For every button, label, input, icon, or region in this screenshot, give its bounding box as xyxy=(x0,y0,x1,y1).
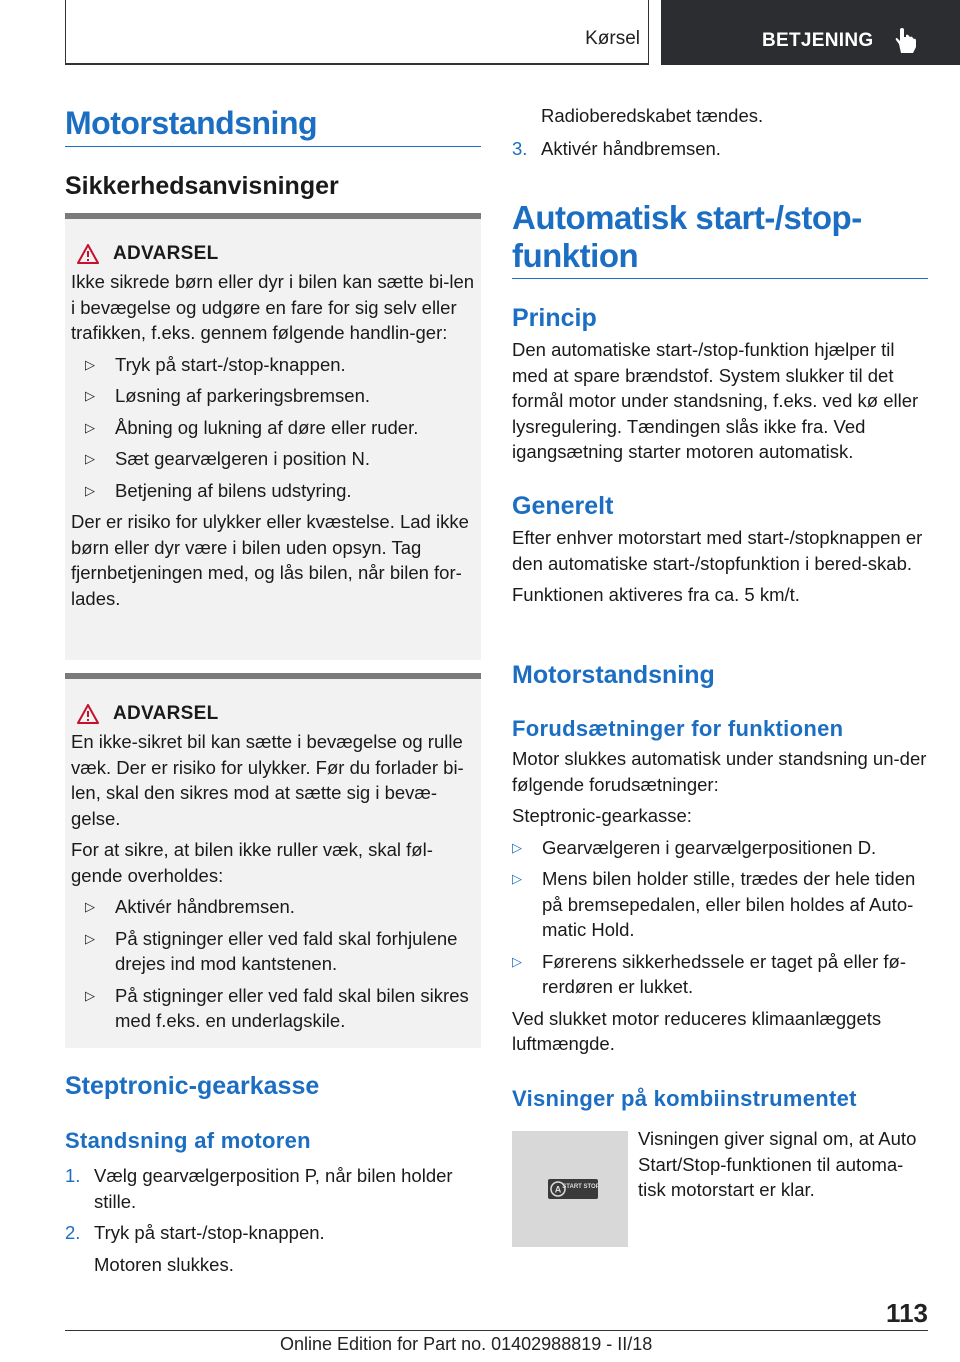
forud-text: Motor slukkes automatisk under standsning un-der følgende forudsætninger: xyxy=(512,748,927,795)
list-item: ▷ Tryk på start-/stop-knappen. xyxy=(85,352,475,378)
princip-text: Den automatiske start-/stop-funktion hjælper til med at spare brændstof. System slukker til det formål motor under standsning, f.eks. ved kø eller lysregulering. Tændingen slås ikke fra. Ved igangsætning starter motoren automatisk. xyxy=(512,339,919,462)
triangle-bullet-icon: ▷ xyxy=(85,899,95,914)
triangle-bullet-icon: ▷ xyxy=(85,451,95,466)
warning-intro: Ikke sikrede børn eller dyr i bilen kan sætte bi-len i bevægelse og udgøre en fare for sig selv eller trafikken, f.eks. gennem følgende handlin-ger: xyxy=(71,271,475,343)
triangle-bullet-icon: ▷ xyxy=(85,482,95,498)
header-divider-left xyxy=(65,0,66,64)
list-item: ▷ På stigninger eller ved fald skal bilen sikres med f.eks. en underlagskile. xyxy=(85,984,469,1031)
page-title: Motorstandsning xyxy=(65,105,318,141)
steps-list xyxy=(65,1163,481,1246)
warning-label: ADVARSEL xyxy=(113,703,219,724)
triangle-bullet-icon: ▷ xyxy=(85,388,95,403)
title-rule xyxy=(512,278,928,279)
section-title-auto-start-stop: Automatisk start-/stop-funktion xyxy=(512,199,862,274)
tab-korsel[interactable]: Kørsel xyxy=(585,28,640,49)
warning-box-1 xyxy=(65,213,481,660)
list-item: ▷ Sæt gearvælgeren i position N. xyxy=(85,446,475,472)
heading-princip: Princip xyxy=(512,304,597,332)
triangle-bullet-icon: ▷ xyxy=(85,356,95,372)
footer-edition: Online Edition for Part no. 01402988819 - II/18 xyxy=(280,1334,653,1354)
badge-text-start: START STOP xyxy=(562,1184,598,1190)
step-item: 1. Vælg gearvælgerposition P, når bilen holder stille. xyxy=(65,1165,453,1212)
warning-intro: En ikke-sikret bil kan sætte i bevægelse og rulle væk. Der er risiko for ulykker. Før du forlader bi-len, skal den sikres mod at sætte sig i bevæ-gelse. xyxy=(71,731,464,829)
section-heading-steptronic: Steptronic-gearkasse xyxy=(65,1072,320,1100)
list-item: ▷ Mens bilen holder stille, trædes der hele tiden på bremsepedalen, eller bilen holdes af Auto-matic Hold. xyxy=(512,868,916,940)
klima-text: Ved slukket motor reduceres klimaanlæggets luftmængde. xyxy=(512,1007,882,1054)
triangle-bullet-icon: ▷ xyxy=(512,953,522,969)
warning-triangle-icon xyxy=(77,244,99,264)
title-rule xyxy=(65,146,481,147)
triangle-bullet-icon: ▷ xyxy=(85,419,95,435)
list-item: ▷ Førerens sikkerhedssele er taget på eller fø-rerdøren er lukket. xyxy=(512,950,906,997)
svg-text:A: A xyxy=(554,1184,562,1195)
header-divider-right xyxy=(648,0,649,64)
tab-betjening[interactable] xyxy=(661,0,960,65)
warning-outro: Der er risiko for ulykker eller kvæstelse. Lad ikke børn eller dyr være i bilen uden opsyn. Tag fjernbetjeningen med, og lås bilen, når bilen for-lades. xyxy=(71,511,469,609)
steptronic-label: Steptronic-gearkasse: xyxy=(512,805,692,826)
step-note-continued: Radioberedskabet tændes. xyxy=(541,105,764,126)
warning-bar xyxy=(65,673,481,679)
list-item: ▷ Betjening af bilens udstyring. xyxy=(85,478,475,504)
page-number: 113 xyxy=(886,1298,928,1328)
step-item: 3. Aktivér håndbremsen. xyxy=(512,137,721,159)
subheading-stop-engine: Standsning af motoren xyxy=(65,1128,311,1153)
triangle-bullet-icon: ▷ xyxy=(85,987,95,1003)
list-item: ▷ Gearvælgeren i gearvælgerpositionen D. xyxy=(512,835,928,861)
heading-generelt: Generelt xyxy=(512,492,614,520)
visning-text: Visningen giver signal om, at Auto Start/Stop-funktionen til automa-tisk motorstart er klar. xyxy=(638,1128,917,1200)
triangle-bullet-icon: ▷ xyxy=(512,839,522,855)
list-item: ▷ Aktivér håndbremsen. xyxy=(85,894,475,920)
step-item: 2. Tryk på start-/stop-knappen. xyxy=(65,1222,325,1243)
triangle-bullet-icon: ▷ xyxy=(512,871,522,886)
header-underline xyxy=(65,63,649,65)
list-item: ▷ På stigninger eller ved fald skal forhjulene drejes ind mod kantstenen. xyxy=(85,927,458,974)
auto-start-stop-icon xyxy=(548,1179,598,1199)
section-heading-safety: Sikkerhedsanvisninger xyxy=(65,172,339,200)
footer-rule xyxy=(65,1330,928,1331)
generelt-text-1: Efter enhver motorstart med start-/stopknappen er den automatiske start-/stopfunktion i bered-skab. xyxy=(512,527,923,574)
generelt-text-2: Funktionen aktiveres fra ca. 5 km/t. xyxy=(512,584,800,605)
conditions-list xyxy=(512,835,928,1000)
heading-visninger: Visninger på kombiinstrumentet xyxy=(512,1086,857,1111)
warning-box-2 xyxy=(65,673,481,1048)
list-item: ▷ Løsning af parkeringsbremsen. xyxy=(85,383,475,409)
triangle-bullet-icon: ▷ xyxy=(85,930,95,946)
warning-intro-2: For at sikre, at bilen ikke ruller væk, skal føl-gende overholdes: xyxy=(71,839,433,886)
warning-triangle-icon xyxy=(77,704,99,724)
tab-betjening-label: BETJENING xyxy=(762,30,874,51)
warning-list xyxy=(85,894,475,1034)
instrument-display-image xyxy=(512,1131,628,1247)
warning-label: ADVARSEL xyxy=(113,243,219,264)
heading-forudsaetninger: Forudsætninger for funktionen xyxy=(512,716,844,741)
step-note: Motoren slukkes. xyxy=(94,1253,234,1275)
list-item: ▷ Åbning og lukning af døre eller ruder. xyxy=(85,415,475,441)
hand-pointer-icon xyxy=(893,26,919,54)
heading-motorstandsning: Motorstandsning xyxy=(512,661,715,689)
warning-bar xyxy=(65,213,481,219)
warning-list xyxy=(85,352,475,504)
